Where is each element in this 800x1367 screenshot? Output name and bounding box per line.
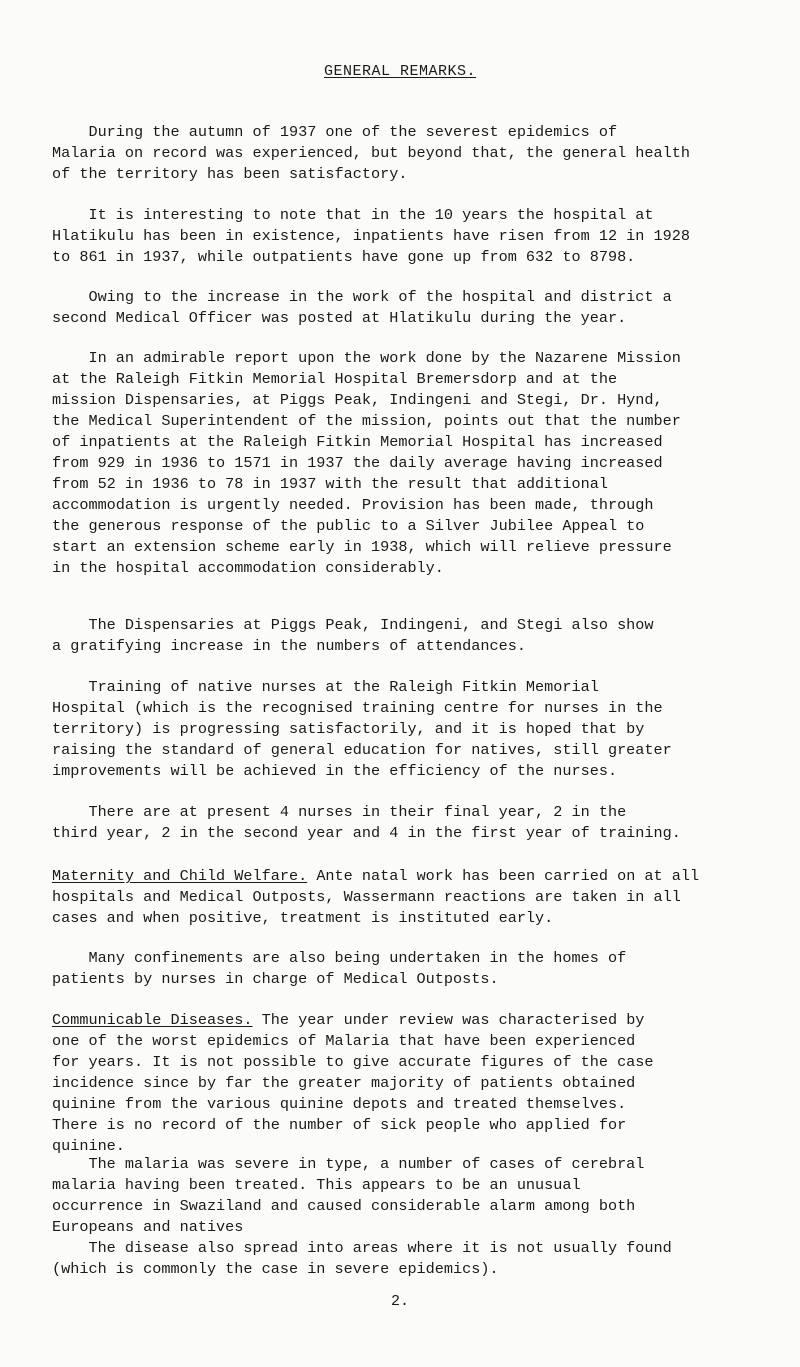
section-heading-maternity: Maternity and Child Welfare. xyxy=(52,867,308,885)
text-line: second Medical Officer was posted at Hlatikulu during the year. xyxy=(52,309,627,327)
text-line: a gratifying increase in the numbers of attendances. xyxy=(52,637,526,655)
text-line: mission Dispensaries, at Piggs Peak, Indingeni and Stegi, Dr. Hynd, xyxy=(52,391,663,409)
text-line: occurrence in Swaziland and caused considerable alarm among both xyxy=(52,1197,636,1215)
text-line: improvements will be achieved in the efficiency of the nurses. xyxy=(52,762,618,780)
section-heading-communicable: Communicable Diseases. xyxy=(52,1011,253,1029)
page-title xyxy=(0,63,800,80)
text-line: In an admirable report upon the work done by the Nazarene Mission xyxy=(52,349,681,367)
paragraph-communicable-diseases xyxy=(52,1010,762,1157)
text-line: of inpatients at the Raleigh Fitkin Memorial Hospital has increased xyxy=(52,433,663,451)
paragraph-nazarene-mission xyxy=(52,348,762,579)
text-line: from 929 in 1936 to 1571 in 1937 the daily average having increased xyxy=(52,454,663,472)
paragraph-disease-spread xyxy=(52,1238,762,1280)
text-line: for years. It is not possible to give accurate figures of the case xyxy=(52,1053,654,1071)
text-line: at the Raleigh Fitkin Memorial Hospital Bremersdorp and at the xyxy=(52,370,618,388)
text-line: quinine. xyxy=(52,1137,125,1155)
text-line: in the hospital accommodation considerably. xyxy=(52,559,444,577)
text-line: Ante natal work has been carried on at all xyxy=(307,867,700,885)
text-line: Hlatikulu has been in existence, inpatients have risen from 12 in 1928 xyxy=(52,227,690,245)
text-line: cases and when positive, treatment is instituted early. xyxy=(52,909,554,927)
paragraph-maternity-child-welfare xyxy=(52,866,762,929)
text-line: Europeans and natives xyxy=(52,1218,244,1236)
paragraph-malaria-autumn xyxy=(52,122,762,185)
text-line: The year under review was characterised by xyxy=(252,1011,645,1029)
text-line: The Dispensaries at Piggs Peak, Indingeni, and Stegi also show xyxy=(52,616,654,634)
text-line: During the autumn of 1937 one of the severest epidemics of xyxy=(52,123,618,141)
paragraph-nurse-numbers xyxy=(52,802,762,844)
text-line: to 861 in 1937, while outpatients have gone up from 632 to 8798. xyxy=(52,248,636,266)
text-line: start an extension scheme early in 1938, which will relieve pressure xyxy=(52,538,672,556)
paragraph-nurse-training xyxy=(52,677,762,782)
text-line: There are at present 4 nurses in their final year, 2 in the xyxy=(52,803,627,821)
text-line: The malaria was severe in type, a number of cases of cerebral xyxy=(52,1155,645,1173)
paragraph-hlatikulu-hospital xyxy=(52,205,762,268)
paragraph-second-medical-officer xyxy=(52,287,762,329)
text-line: quinine from the various quinine depots and treated themselves. xyxy=(52,1095,627,1113)
text-line: Many confinements are also being undertaken in the homes of xyxy=(52,949,627,967)
text-line: one of the worst epidemics of Malaria that have been experienced xyxy=(52,1032,636,1050)
text-line: accommodation is urgently needed. Provision has been made, through xyxy=(52,496,654,514)
text-line: of the territory has been satisfactory. xyxy=(52,165,408,183)
text-line: the Medical Superintendent of the mission, points out that the number xyxy=(52,412,681,430)
text-line: from 52 in 1936 to 78 in 1937 with the result that additional xyxy=(52,475,608,493)
text-line: Training of native nurses at the Raleigh Fitkin Memorial xyxy=(52,678,599,696)
text-line: It is interesting to note that in the 10 years the hospital at xyxy=(52,206,654,224)
text-line: third year, 2 in the second year and 4 in the first year of training. xyxy=(52,824,681,842)
text-line: Owing to the increase in the work of the hospital and district a xyxy=(52,288,672,306)
text-line: (which is commonly the case in severe epidemics). xyxy=(52,1260,499,1278)
text-line: territory) is progressing satisfactorily, and it is hoped that by xyxy=(52,720,645,738)
text-line: There is no record of the number of sick people who applied for xyxy=(52,1116,627,1134)
text-line: Malaria on record was experienced, but beyond that, the general health xyxy=(52,144,690,162)
text-line: patients by nurses in charge of Medical Outposts. xyxy=(52,970,499,988)
text-line: raising the standard of general education for natives, still greater xyxy=(52,741,672,759)
text-line: The disease also spread into areas where it is not usually found xyxy=(52,1239,672,1257)
text-line: malaria having been treated. This appears to be an unusual xyxy=(52,1176,581,1194)
paragraph-malaria-severity xyxy=(52,1154,762,1238)
paragraph-confinements xyxy=(52,948,762,990)
text-line: hospitals and Medical Outposts, Wassermann reactions are taken in all xyxy=(52,888,681,906)
text-line: incidence since by far the greater majority of patients obtained xyxy=(52,1074,636,1092)
paragraph-dispensaries xyxy=(52,615,762,657)
text-line: the generous response of the public to a Silver Jubilee Appeal to xyxy=(52,517,645,535)
page-title-text: GENERAL REMARKS. xyxy=(323,63,477,80)
text-line: Hospital (which is the recognised training centre for nurses in the xyxy=(52,699,663,717)
page-number: 2. xyxy=(390,1293,409,1310)
